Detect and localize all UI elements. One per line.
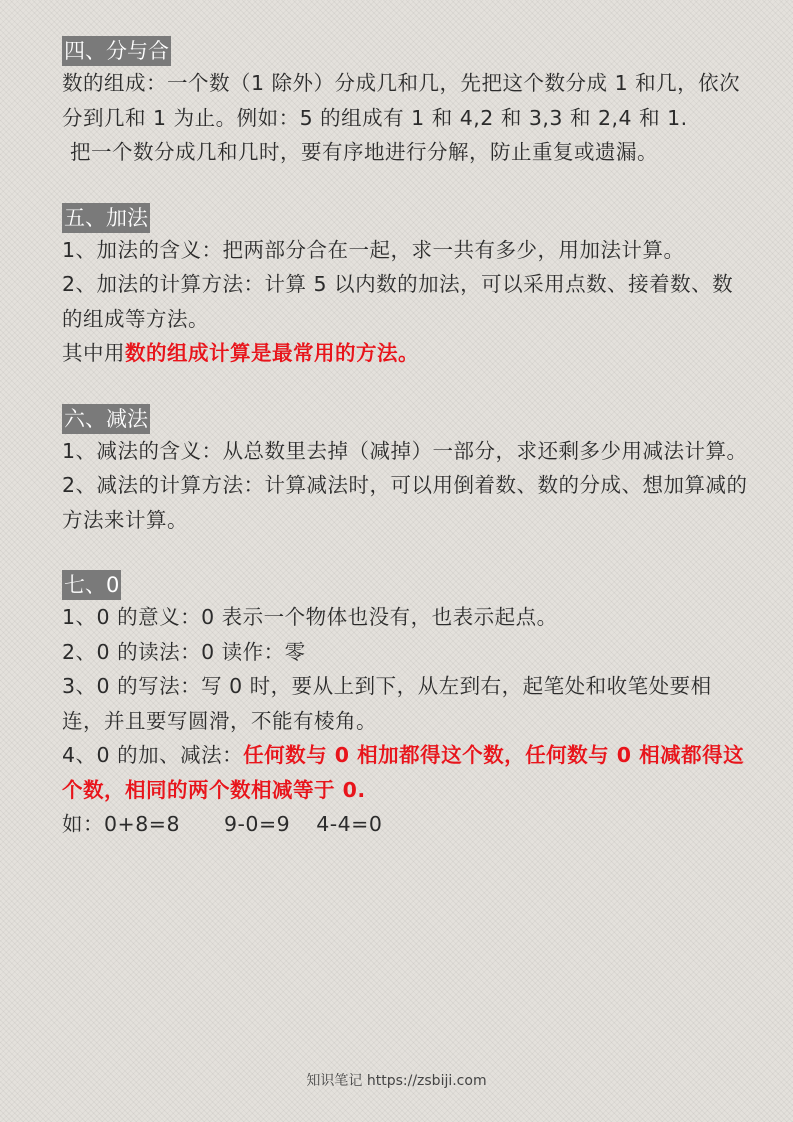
paragraph: 把一个数分成几和几时，要有序地进行分解，防止重复或遗漏。: [70, 140, 658, 164]
section-fen-yu-he: [62, 36, 752, 170]
paragraph: 2、减法的计算方法：计算减法时，可以用倒着数、数的分成、想加算减的方法来计算。: [62, 473, 748, 532]
highlight-paragraph: [62, 738, 752, 807]
paragraph: 1、加法的含义：把两部分合在一起，求一共有多少，用加法计算。: [62, 237, 685, 262]
example-equation: 4-4=0: [316, 812, 383, 836]
paragraph: 1、减法的含义：从总数里去掉（减掉）一部分，求还剩多少用减法计算。: [62, 438, 748, 463]
paragraph: 3、0 的写法：写 0 时，要从上到下，从左到右，起笔处和收笔处要相连，并且要写圆滑，不能有棱角。: [62, 674, 712, 733]
section-heading: 四、分与合: [62, 36, 171, 66]
section-heading: 七、0: [62, 570, 121, 600]
document-page: [62, 36, 752, 875]
section-jian-fa: [62, 404, 752, 538]
section-zero: [62, 570, 752, 842]
highlight-paragraph: [62, 336, 752, 371]
section-heading: 五、加法: [62, 203, 150, 233]
example-equation: 0+8=8: [104, 812, 180, 836]
paragraph: 数的组成：一个数（1 除外）分成几和几，先把这个数分成 1 和几，依次分到几和 1 为止。例如：5 的组成有 1 和 4,2 和 3,3 和 2,4 和 1.: [62, 71, 741, 130]
section-heading: 六、减法: [62, 404, 150, 434]
example-prefix: 如：: [62, 812, 104, 836]
paragraph: 1、0 的意义：0 表示一个物体也没有，也表示起点。: [62, 605, 558, 629]
highlight-prefix: 其中用: [62, 341, 125, 365]
paragraph: 2、加法的计算方法：计算 5 以内数的加法，可以采用点数、接着数、数的组成等方法。: [62, 272, 734, 331]
example-line: [62, 807, 752, 842]
section-jia-fa: [62, 203, 752, 371]
highlight-text: 任何数与 0 相加都得这个数，任何数与 0 相减都得这个数，相同的两个数相减等于 0.: [62, 743, 745, 802]
highlight-text: 数的组成计算是最常用的方法。: [125, 341, 419, 365]
example-equation: 9-0=9: [223, 812, 291, 836]
footer-watermark: 知识笔记 https://zsbiji.com: [306, 1073, 487, 1089]
highlight-prefix: 4、0 的加、减法：: [62, 743, 244, 767]
paragraph: 2、0 的读法：0 读作：零: [62, 639, 306, 664]
